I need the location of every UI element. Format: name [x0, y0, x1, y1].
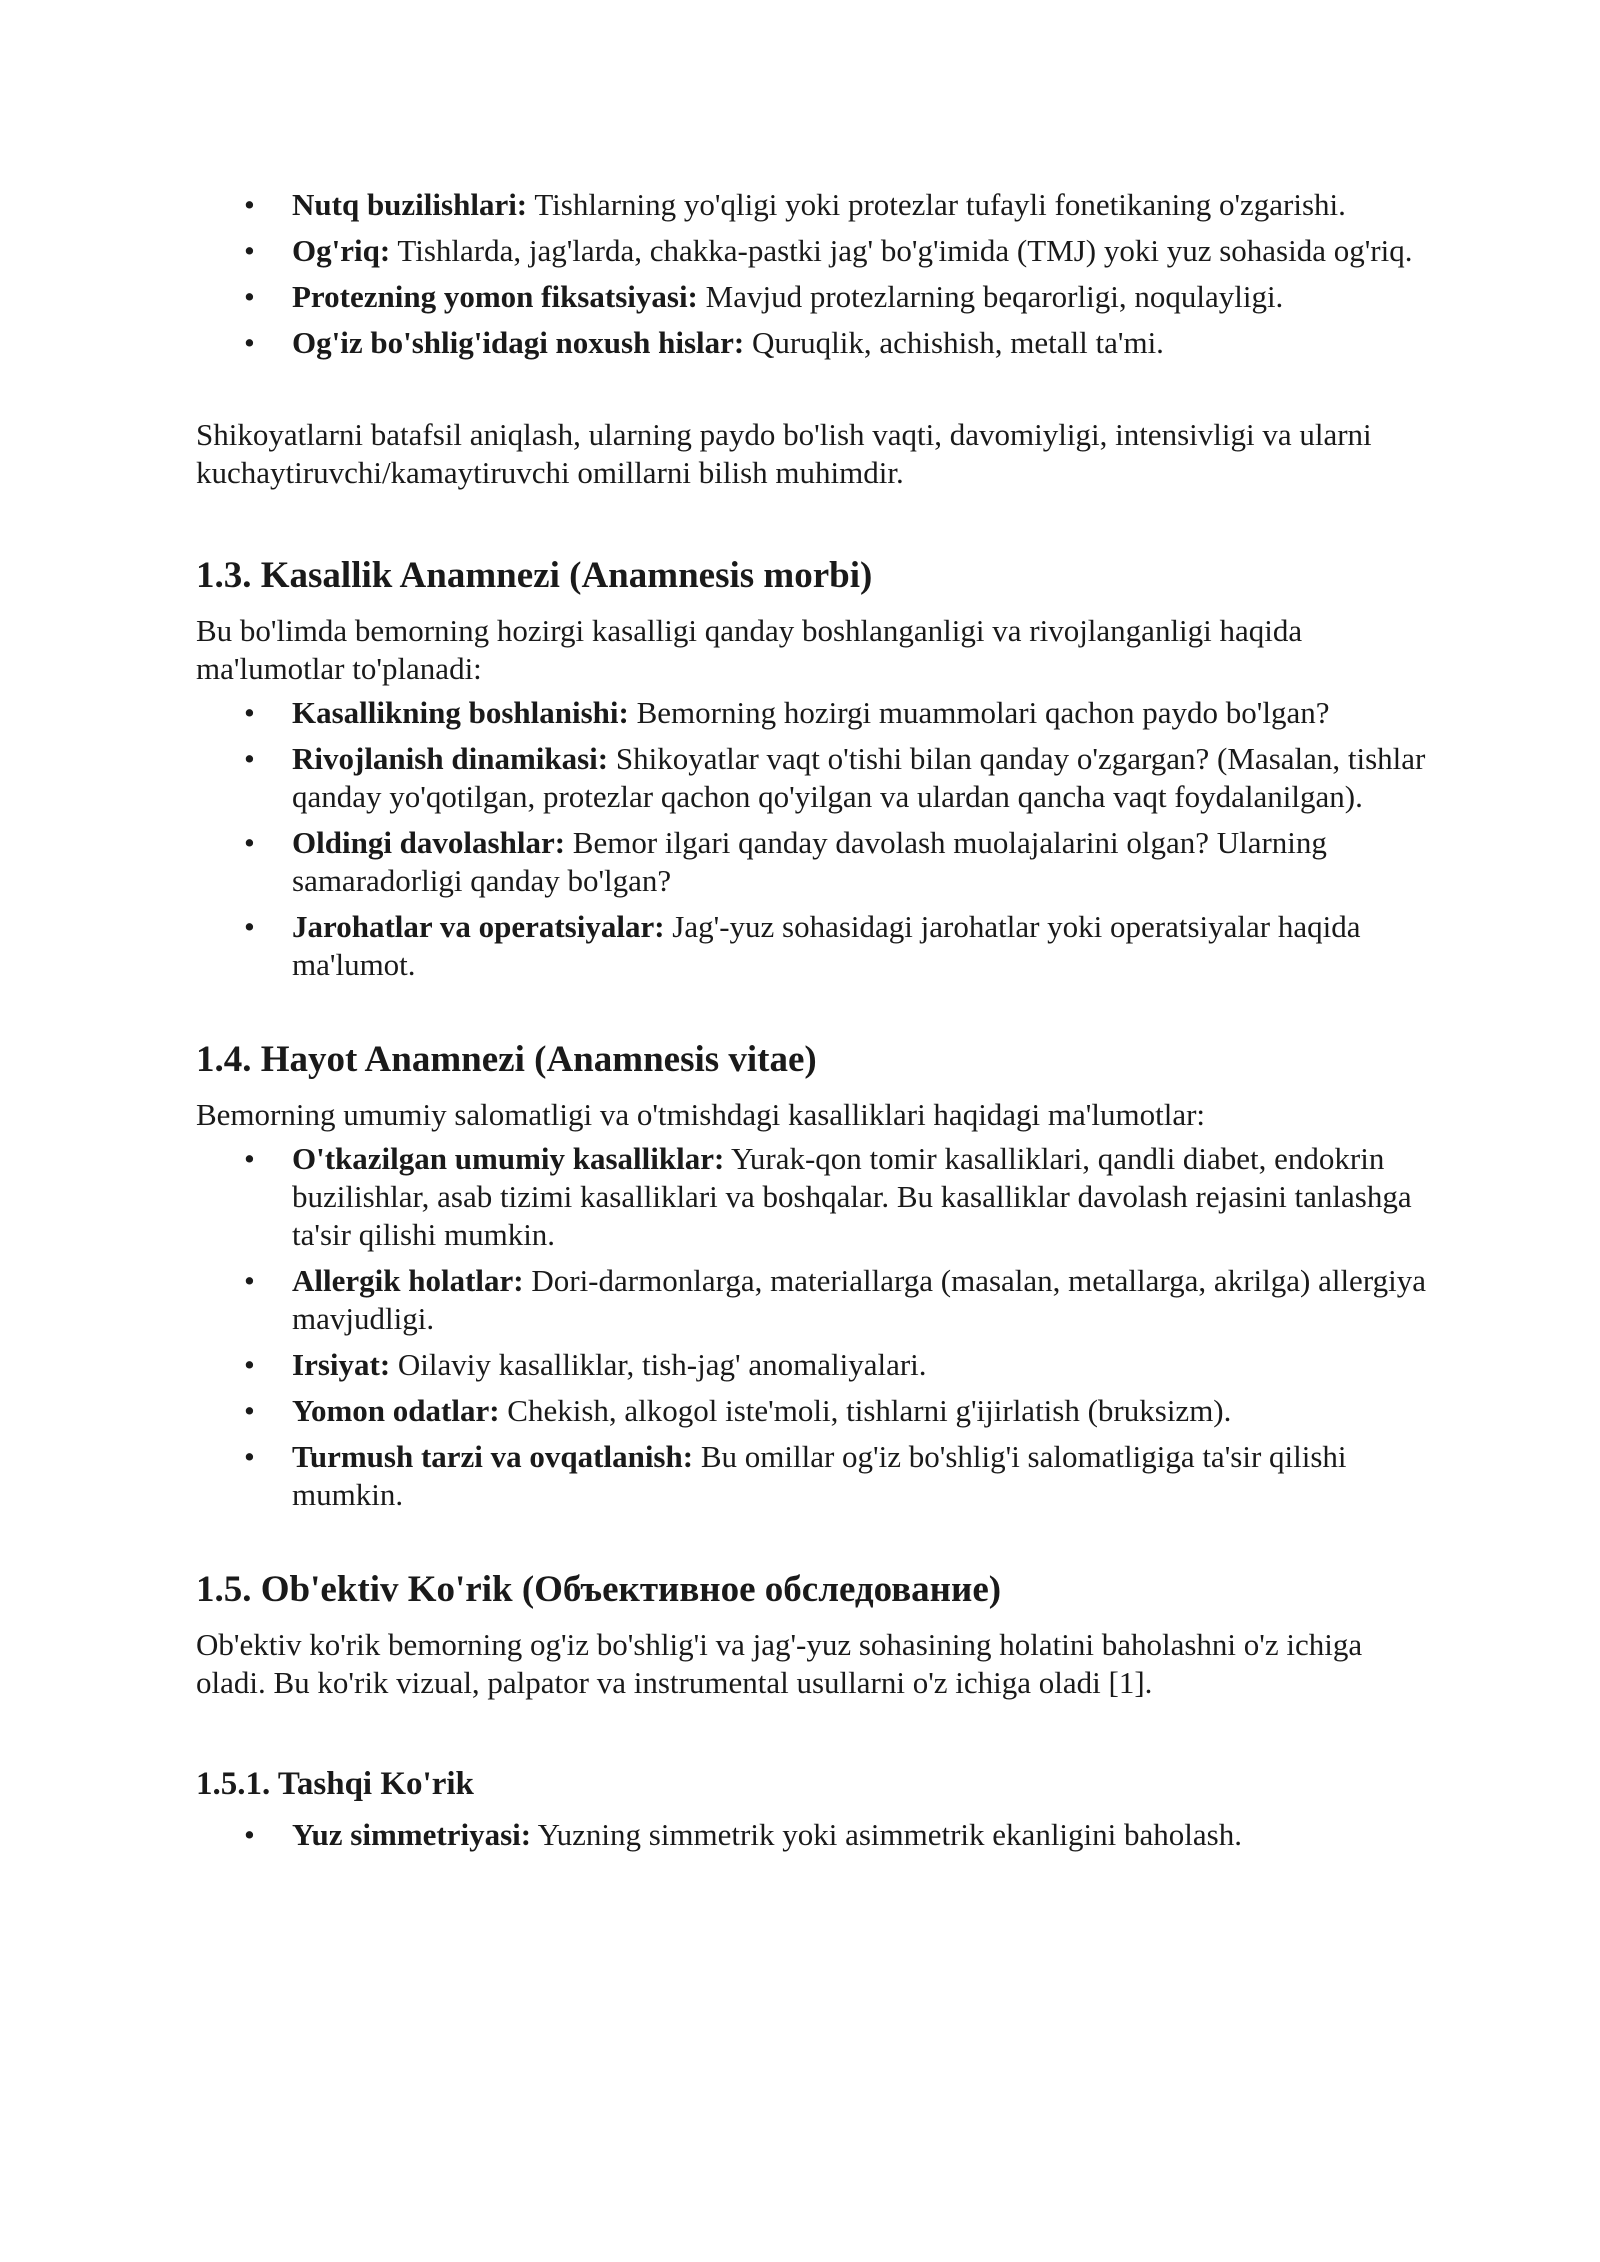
intro-paragraph: Shikoyatlarni batafsil aniqlash, ularning paydo bo'lish vaqti, davomiyligi, intensivligi va ularni kuchaytiruvchi/kamaytiruvchi omillarni bilish muhimdir. — [196, 417, 1372, 490]
section-1-5-1-list — [196, 1816, 1436, 1854]
list-item-term: Nutq buzilishlari: — [292, 187, 528, 222]
list-item — [292, 908, 1436, 984]
document-page — [196, 186, 1436, 1862]
list-item — [292, 1438, 1436, 1514]
list-item-text: Oilaviy kasalliklar, tish-jag' anomaliyalari. — [390, 1347, 927, 1382]
list-item-text: Jag'-yuz sohasidagi jarohatlar yoki operatsiyalar haqida ma'lumot. — [292, 909, 1361, 982]
list-item-text: Yuzning simmetrik yoki asimmetrik ekanligini baholash. — [531, 1817, 1242, 1852]
list-item-text: Yurak-qon tomir kasalliklari, qandli diabet, endokrin buzilishlar, asab tizimi kasalliklari va boshqalar. Bu kasalliklar davolash rejasini tanlashga ta'sir qilishi mumkin. — [292, 1141, 1412, 1252]
section-1-4-list — [196, 1140, 1436, 1514]
list-item-text: Tishlarda, jag'larda, chakka-pastki jag' bo'g'imida (TMJ) yoki yuz sohasida og'riq. — [390, 233, 1413, 268]
list-item — [292, 324, 1436, 362]
section-1-5-lead: Ob'ektiv ko'rik bemorning og'iz bo'shlig'i va jag'-yuz sohasining holatini baholashni o'z ichiga oladi. Bu ko'rik vizual, palpator va instrumental usullarni o'z ichiga oladi [1]. — [196, 1627, 1363, 1700]
list-item-text: Bu omillar og'iz bo'shlig'i salomatligiga ta'sir qilishi mumkin. — [292, 1439, 1347, 1512]
list-item-text: Mavjud protezlarning beqarorligi, noqulayligi. — [697, 279, 1284, 314]
list-item — [292, 1262, 1436, 1338]
list-item-term: Og'riq: — [292, 233, 391, 268]
list-item-term: Protezning yomon fiksatsiyasi: — [292, 279, 698, 314]
section-heading-1-5: 1.5. Ob'ektiv Ko'rik (Объективное обследование) — [196, 1569, 1002, 1610]
list-item-term: Turmush tarzi va ovqatlanish: — [292, 1439, 694, 1474]
list-item — [292, 694, 1436, 732]
list-item — [292, 824, 1436, 900]
list-item — [292, 1346, 1436, 1384]
list-item-text: Chekish, alkogol iste'moli, tishlarni g'ijirlatish (bruksizm). — [499, 1393, 1232, 1428]
list-item — [292, 232, 1436, 270]
section-1-4-lead: Bemorning umumiy salomatligi va o'tmishdagi kasalliklari haqidagi ma'lumotlar: — [196, 1097, 1206, 1132]
list-item-term: Og'iz bo'shlig'idagi noxush hislar: — [292, 325, 745, 360]
list-item-text: Bemorning hozirgi muammolari qachon paydo bo'lgan? — [628, 695, 1330, 730]
section-1-3-list — [196, 694, 1436, 984]
list-item — [292, 278, 1436, 316]
list-item-term: Jarohatlar va operatsiyalar: — [292, 909, 665, 944]
list-item-term: Yomon odatlar: — [292, 1393, 500, 1428]
list-item — [292, 740, 1436, 816]
list-item — [292, 186, 1436, 224]
list-item-text: Tishlarning yo'qligi yoki protezlar tufayli fonetikaning o'zgarishi. — [527, 187, 1346, 222]
section-heading-1-3: 1.3. Kasallik Anamnezi (Anamnesis morbi) — [196, 555, 873, 596]
list-item-term: Kasallikning boshlanishi: — [292, 695, 629, 730]
list-item-text: Bemor ilgari qanday davolash muolajalarini olgan? Ularning samaradorligi qanday bo'lgan? — [292, 825, 1327, 898]
section-heading-1-4: 1.4. Hayot Anamnezi (Anamnesis vitae) — [196, 1039, 817, 1080]
list-item — [292, 1140, 1436, 1254]
list-item-term: Irsiyat: — [292, 1347, 391, 1382]
section-heading-1-5-1: 1.5.1. Tashqi Ko'rik — [196, 1766, 474, 1802]
list-item-text: Quruqlik, achishish, metall ta'mi. — [744, 325, 1164, 360]
list-item-term: Allergik holatlar: — [292, 1263, 524, 1298]
section-1-3-lead: Bu bo'limda bemorning hozirgi kasalligi qanday boshlanganligi va rivojlanganligi haqida ma'lumotlar to'planadi: — [196, 613, 1303, 686]
list-item — [292, 1816, 1436, 1854]
list-item-text: Shikoyatlar vaqt o'tishi bilan qanday o'zgargan? (Masalan, tishlar qanday yo'qotilgan, protezlar qachon qo'yilgan va ulardan qancha vaqt foydalanilgan). — [292, 741, 1426, 814]
list-item-term: Rivojlanish dinamikasi: — [292, 741, 609, 776]
list-item-term: Yuz simmetriyasi: — [292, 1817, 532, 1852]
list-item-text: Dori-darmonlarga, materiallarga (masalan, metallarga, akrilga) allergiya mavjudligi. — [292, 1263, 1426, 1336]
symptoms-list — [196, 186, 1436, 362]
list-item-term: Oldingi davolashlar: — [292, 825, 566, 860]
list-item — [292, 1392, 1436, 1430]
list-item-term: O'tkazilgan umumiy kasalliklar: — [292, 1141, 725, 1176]
